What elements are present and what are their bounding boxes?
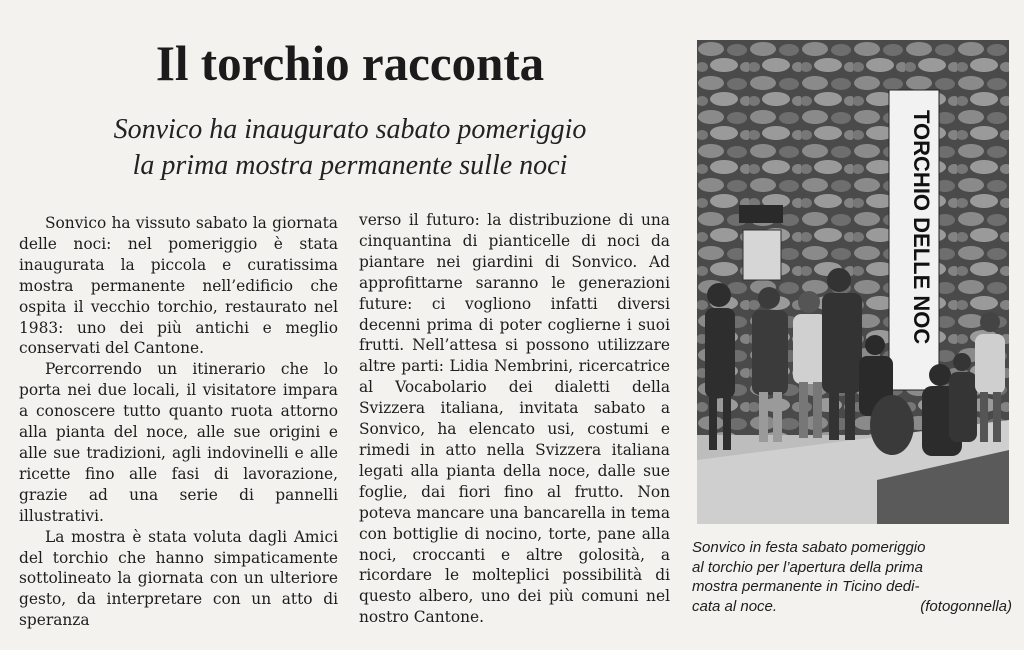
caption-line: cata al noce.: [692, 597, 778, 615]
banner-lettering: TORCHIO DELLE NOC: [909, 110, 934, 345]
paragraph: verso il futuro: la distribuzione di una cinquantina di pianticelle di noci da piantare nei giardini di Sonvico. Ad approfittarne saranno le generazioni future: ci vogliono infatti diversi decenni prima di poter coglierne i suoi frutti. Nell’attesa si possono utilizzare altre parti: Lidia Nembrini, ricercatrice al Vocabolario dei dialetti della Svizzera italiana, invitata sabato a Sonvico, ha elencato usi, costumi e rimedi in atto nella Svizzera italiana legati alla pianta della noce, dalle sue foglie, dai fiori fino al frutto. Non poteva mancare una bancarella in tema con bottiglie di nocino, torte, pane alla noci, croccanti e altre golosità, a ricordare le molteplici possibilità di questo albero, uno dei più comuni nel nostro Cantone.: [359, 211, 670, 627]
caption-line: al torchio per l’apertura della prima: [692, 558, 923, 576]
photo-credit: (fotogonnella): [920, 597, 1012, 615]
subheadline: [20, 112, 680, 184]
photo-illustration: [697, 40, 1009, 524]
paragraph: Sonvico ha vissuto sabato la giornata delle noci: nel pomeriggio è stata inaugurata la piccola e curatissima mostra permanente nell’edificio che ospita il vecchio torchio, restaurato nel 1983: uno dei più antichi e meglio conservati del Cantone.: [19, 214, 338, 358]
news-photo: [697, 40, 1009, 524]
photo-caption: [692, 538, 1012, 616]
paragraph: Percorrendo un itinerario che lo porta nei due locali, il visitatore impara a conoscere tutto quanto ruota attorno alla pianta del noce, alle sue origini e alle sue tradizioni, agli indovinelli e alle ricette fino alle fasi di lavorazione, grazie ad una serie di pannelli illustrativi.: [19, 360, 338, 525]
caption-line: mostra permanente in Ticino dedi-: [692, 578, 920, 595]
caption-line: Sonvico in festa sabato pomeriggio: [692, 539, 926, 556]
paragraph: La mostra è stata voluta dagli Amici del torchio che hanno simpaticamente sottolineato la giornata con un ulteriore gesto, da interpretare con un atto di speranza: [19, 527, 338, 630]
subhead-line: la prima mostra permanente sulle noci: [132, 150, 568, 181]
article-column-1: [19, 213, 338, 631]
subhead-line: Sonvico ha inaugurato sabato pomeriggio: [113, 114, 587, 145]
headline: Il torchio racconta: [155, 35, 545, 91]
caption-last-line: [692, 597, 1012, 617]
article-column-2: [359, 210, 670, 628]
